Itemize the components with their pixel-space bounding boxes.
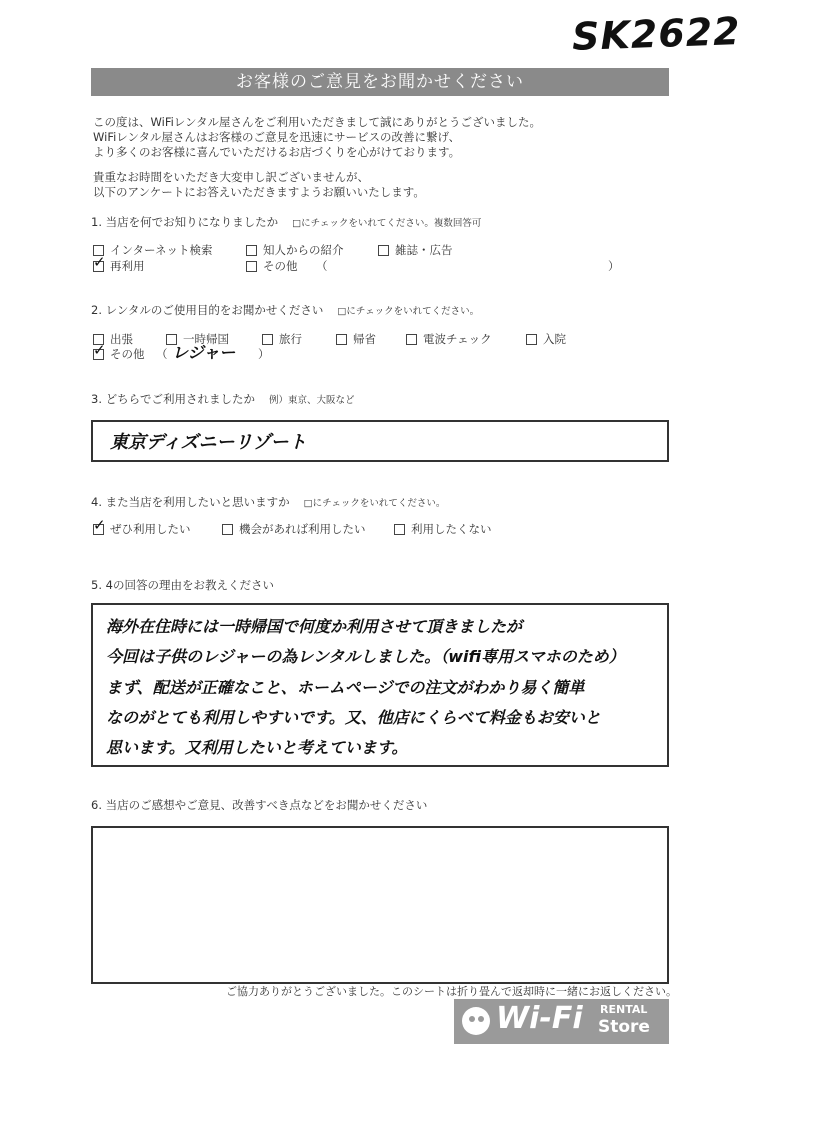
logo-store: Store xyxy=(598,1017,650,1037)
option-label: その他 xyxy=(263,259,298,273)
question-3 xyxy=(91,391,355,407)
q2-option-travel[interactable] xyxy=(262,331,302,347)
q2-option-homecoming[interactable] xyxy=(336,331,376,347)
checkbox[interactable] xyxy=(406,334,417,345)
q4-option-no[interactable] xyxy=(394,521,492,537)
q1-option-magazine[interactable] xyxy=(378,242,453,258)
serial-number: SK2622 xyxy=(571,9,742,59)
q2-other-open: （ xyxy=(156,347,168,361)
brand-logo xyxy=(454,999,669,1044)
logo-wifi: Wi-Fi xyxy=(496,1001,583,1036)
option-label: 再利用 xyxy=(110,259,145,273)
question-label: 1. 当店を何でお知りになりましたか xyxy=(91,215,279,229)
q4-option-if-chance[interactable] xyxy=(222,521,366,537)
q6-answer-field[interactable] xyxy=(91,826,669,984)
option-label: 知人からの紹介 xyxy=(263,243,344,257)
option-label: 電波チェック xyxy=(423,332,492,346)
q5-answer-line: 海外在住時には一時帰国で何度か利用させて頂きましたが xyxy=(106,617,523,636)
q1-option-internet[interactable] xyxy=(93,242,212,258)
option-label: 帰省 xyxy=(353,332,376,346)
q2-option-other[interactable] xyxy=(93,346,145,362)
question-1 xyxy=(91,214,481,230)
question-note: 例）東京、大阪など xyxy=(269,395,355,406)
question-label: 6. 当店のご感想やご意見、改善すべき点などをお聞かせください xyxy=(91,798,428,812)
q5-answer-line: なのがとても利用しやすいです。又、他店にくらべて料金もお安いと xyxy=(106,708,601,727)
q5-answer-line: 思います。又利用したいと考えています。 xyxy=(106,738,408,757)
checkbox-checked[interactable] xyxy=(93,524,104,535)
q1-option-other[interactable] xyxy=(246,258,298,274)
q1-other-close: ） xyxy=(608,259,620,273)
option-label: 利用したくない xyxy=(411,522,492,536)
q5-answer-line: まず、配送が正確なこと、ホームページでの注文がわかり易く簡単 xyxy=(106,678,585,697)
checkbox[interactable] xyxy=(246,245,257,256)
checkbox[interactable] xyxy=(336,334,347,345)
intro-line: WiFiレンタル屋さんはお客様のご意見を迅速にサービスの改善に繋げ、 xyxy=(93,130,461,144)
q5-answer-line: 今回は子供のレジャーの為レンタルしました。（wifi専用スマホのため） xyxy=(106,647,625,666)
mascot-icon xyxy=(462,1007,490,1035)
question-label: 2. レンタルのご使用目的をお聞かせください xyxy=(91,303,324,317)
option-label: 機会があれば利用したい xyxy=(239,522,366,536)
page-title: お客様のご意見をお聞かせください xyxy=(91,68,669,96)
option-label: 入院 xyxy=(543,332,566,346)
checkbox[interactable] xyxy=(378,245,389,256)
question-label: 3. どちらでご利用されましたか xyxy=(91,392,256,406)
q1-option-referral[interactable] xyxy=(246,242,344,258)
q2-option-hospital[interactable] xyxy=(526,331,566,347)
option-label: 雑誌・広告 xyxy=(395,243,453,257)
checkbox-checked[interactable] xyxy=(93,349,104,360)
q3-answer: 東京ディズニーリゾート xyxy=(110,432,307,453)
question-note: □にチェックをいれてください。複数回答可 xyxy=(292,218,482,229)
question-label: 4. また当店を利用したいと思いますか xyxy=(91,495,290,509)
question-note: □にチェックをいれてください。 xyxy=(337,306,480,317)
option-label: 出張 xyxy=(110,332,133,346)
intro-line: 以下のアンケートにお答えいただきますようお願いいたします。 xyxy=(93,185,425,199)
footer-note: ご協力ありがとうございました。このシートは折り畳んで返却時に一緒にお返しください。 xyxy=(226,985,677,998)
option-label: その他 xyxy=(110,347,145,361)
intro-line: より多くのお客様に喜んでいただけるお店づくりを心がけております。 xyxy=(93,145,461,159)
question-2 xyxy=(91,302,479,318)
q2-other-answer: レジャー xyxy=(172,343,236,362)
intro-line: この度は、WiFiレンタル屋さんをご利用いただきまして誠にありがとうございました。 xyxy=(93,115,542,129)
checkbox-checked[interactable] xyxy=(93,261,104,272)
question-6 xyxy=(91,797,427,813)
question-5 xyxy=(91,577,274,593)
option-label: インターネット検索 xyxy=(110,243,213,257)
option-label: ぜひ利用したい xyxy=(110,522,191,536)
checkbox[interactable] xyxy=(526,334,537,345)
q1-other-open: （ xyxy=(316,259,328,273)
q2-option-signal-check[interactable] xyxy=(406,331,492,347)
question-label: 5. 4の回答の理由をお教えください xyxy=(91,578,274,592)
checkbox[interactable] xyxy=(394,524,405,535)
logo-rental: RENTAL xyxy=(600,1003,648,1016)
q2-other-close: ） xyxy=(258,347,270,361)
option-label: 旅行 xyxy=(279,332,302,346)
checkbox[interactable] xyxy=(262,334,273,345)
option-label: 一時帰国 xyxy=(183,332,229,346)
question-4 xyxy=(91,494,445,510)
q1-option-reuse[interactable] xyxy=(93,258,145,274)
checkbox[interactable] xyxy=(246,261,257,272)
question-note: □にチェックをいれてください。 xyxy=(303,498,446,509)
checkbox[interactable] xyxy=(222,524,233,535)
q4-option-definitely[interactable] xyxy=(93,521,191,537)
intro-line: 貴重なお時間をいただき大変申し訳ございませんが、 xyxy=(93,170,369,184)
